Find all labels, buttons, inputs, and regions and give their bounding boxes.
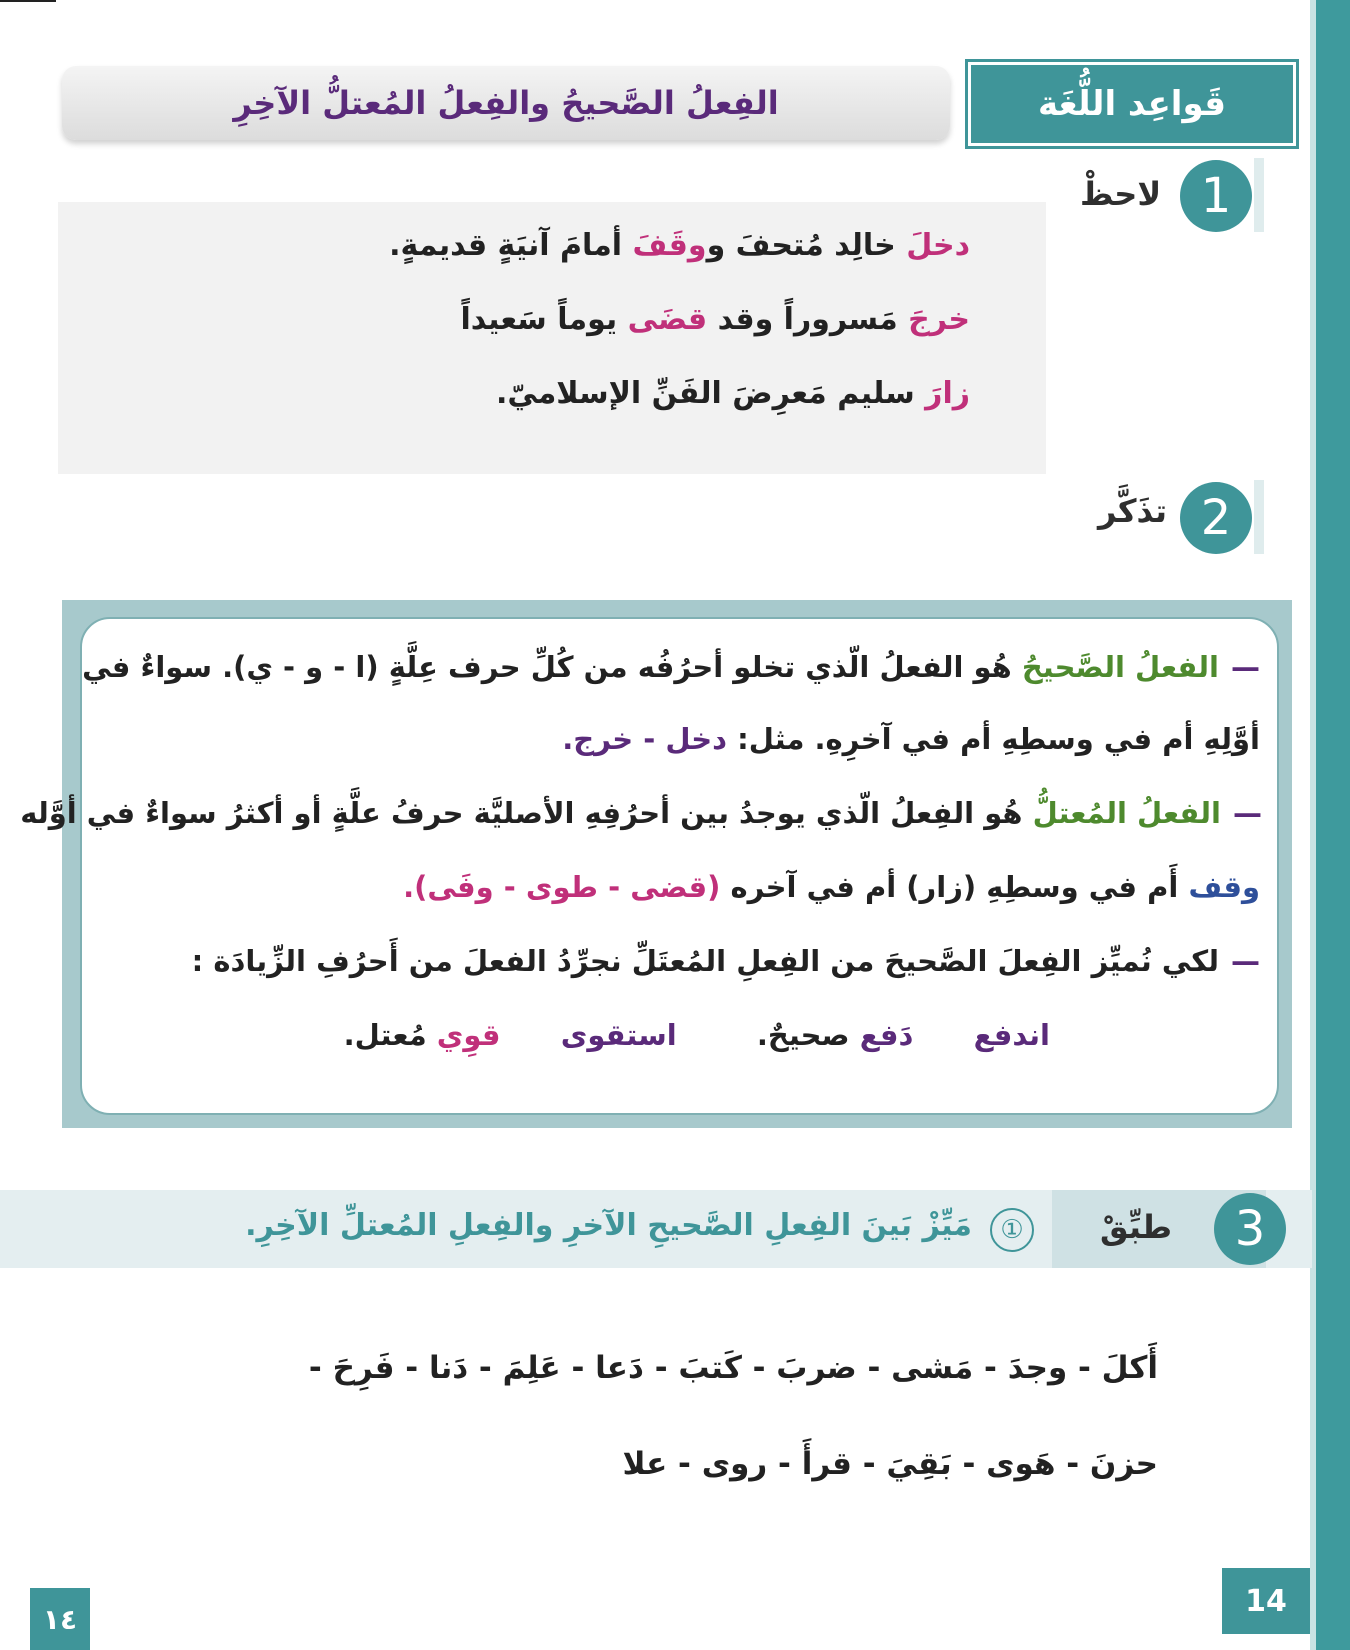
rule-text: أوَّلِهِ أم في وسطِهِ أم في آخرِهِ. مثل: <box>737 722 1260 756</box>
sentence-text: مَسروراً وقد <box>707 302 909 337</box>
rule-sound-verb: —الفعلُ الصَّحيحُ هُو الفعلُ الّذي تخلو أحرُفُه من كُلِّ حرف عِلَّةٍ (ا - و - ي). سواءٌ في <box>82 650 1260 684</box>
rule-example: دَفع <box>859 1018 914 1052</box>
side-bar <box>1316 0 1350 1650</box>
rule-example: قوِي <box>436 1018 501 1052</box>
section-tag-label: قَواعِد اللُّغَة <box>1037 84 1227 124</box>
section-number-badge <box>1214 1193 1286 1265</box>
verb-highlight: خرجَ <box>908 302 970 337</box>
verb-highlight: دخلَ <box>906 228 970 263</box>
page-number-arabic: ١٤ <box>42 1602 78 1636</box>
verb-highlight: قضَى <box>627 302 708 337</box>
rule-text: هُو الفعلُ الّذي تخلو أحرُفُه من كُلِّ حرف عِلَّةٍ (ا - و - ي). سواءٌ في <box>82 650 1022 684</box>
section-number-badge <box>1180 482 1252 554</box>
term-weak-verb: الفعلُ المُعتلُّ <box>1032 796 1221 830</box>
verbs-list-line-1: أَكلَ - وجدَ - مَشى - ضربَ - كَتبَ - دَعا - عَلِمَ - دَنا - فَرِحَ - <box>308 1350 1158 1386</box>
verb-highlight: زارَ <box>925 376 970 411</box>
rule-example: (قضى - طوى - وفَى). <box>403 870 721 904</box>
rule-text: لكي نُميِّز الفِعلَ الصَّحيحَ من الفِعلِ المُعتَلِّ نجرِّدُ الفعلَ من أَحرُفِ الزِّيادَة : <box>191 944 1219 978</box>
sentence-text: خالِد مُتحفَ و <box>706 228 907 263</box>
rule-sound-verb-cont <box>562 722 1260 756</box>
section-number-badge <box>1180 160 1252 232</box>
sentence-text: سليم مَعرِضَ الفَنِّ الإسلاميّ. <box>495 376 926 411</box>
page-number-arabic-box <box>30 1588 90 1650</box>
rule-examples <box>344 1018 1050 1052</box>
section-number: 3 <box>1234 1201 1266 1257</box>
observe-sentence <box>496 376 970 411</box>
rule-example: استقوى <box>560 1018 677 1052</box>
observe-box <box>58 202 1046 474</box>
rule-example: دخل - خرج. <box>562 722 728 756</box>
observe-sentence <box>461 302 971 337</box>
verb-highlight: وقَفَ <box>632 228 707 263</box>
section-label-apply: طبِّقْ <box>1100 1208 1173 1246</box>
observe-sentence <box>389 228 970 263</box>
rule-weak-verb: —الفعلُ المُعتلُّ هُو الفِعلُ الّذي يوجدُ بين أحرُفِهِ الأصليَّة حرفُ علَّةٍ أو أكثرُ سواءٌ في أوَّله <box>20 796 1262 830</box>
rule-text: أَم في وسطِهِ (زار) أم في آخره <box>720 870 1189 904</box>
rule-example: وقف <box>1188 870 1260 904</box>
practice-instruction: مَيِّزْ بَينَ الفِعلِ الصَّحيحِ الآخرِ والفِعلِ المُعتلِّ الآخِرِ. <box>245 1208 972 1243</box>
top-left-rule <box>0 0 56 2</box>
lesson-title-banner <box>62 66 950 140</box>
page-number-latin: 14 <box>1245 1583 1287 1619</box>
rule-text: هُو الفِعلُ الّذي يوجدُ بين أحرُفِهِ الأصليَّة حرفُ علَّةٍ أو أكثرُ سواءٌ في أوَّله <box>20 796 1033 830</box>
page-number <box>1222 1568 1310 1634</box>
rule-weak-verb-cont <box>403 870 1260 904</box>
section-tab <box>1254 158 1264 232</box>
sentence-text: يوماً سَعيداً <box>460 302 628 337</box>
section-label-observe: لاحظْ <box>1080 175 1162 213</box>
section-number: 1 <box>1200 168 1232 224</box>
rule-distinguish: —لكي نُميِّز الفِعلَ الصَّحيحَ من الفِعلِ المُعتَلِّ نجرِّدُ الفعلَ من أَحرُفِ الزِّيادَة : <box>191 944 1260 978</box>
sentence-text: أمامَ آنيَةٍ قديمةٍ. <box>389 228 633 263</box>
rule-example: اندفع <box>973 1018 1050 1052</box>
section-tab <box>1254 480 1264 554</box>
rule-note: مُعتل. <box>343 1018 427 1052</box>
section-tag <box>968 62 1296 146</box>
term-sound-verb: الفعلُ الصَّحيحُ <box>1021 650 1219 684</box>
item-number-badge <box>990 1208 1034 1252</box>
section-label-remember: تذَكَّر <box>1098 492 1168 530</box>
section-number: 2 <box>1200 490 1232 546</box>
verbs-list-line-2: حزنَ - هَوى - بَقِيَ - قرأَ - روى - علا <box>622 1446 1158 1482</box>
item-number: ① <box>1000 1215 1024 1245</box>
rule-note: صحيحٌ. <box>756 1018 850 1052</box>
lesson-title: الفِعلُ الصَّحيحُ والفِعلُ المُعتلُّ الآخِرِ <box>233 84 779 122</box>
